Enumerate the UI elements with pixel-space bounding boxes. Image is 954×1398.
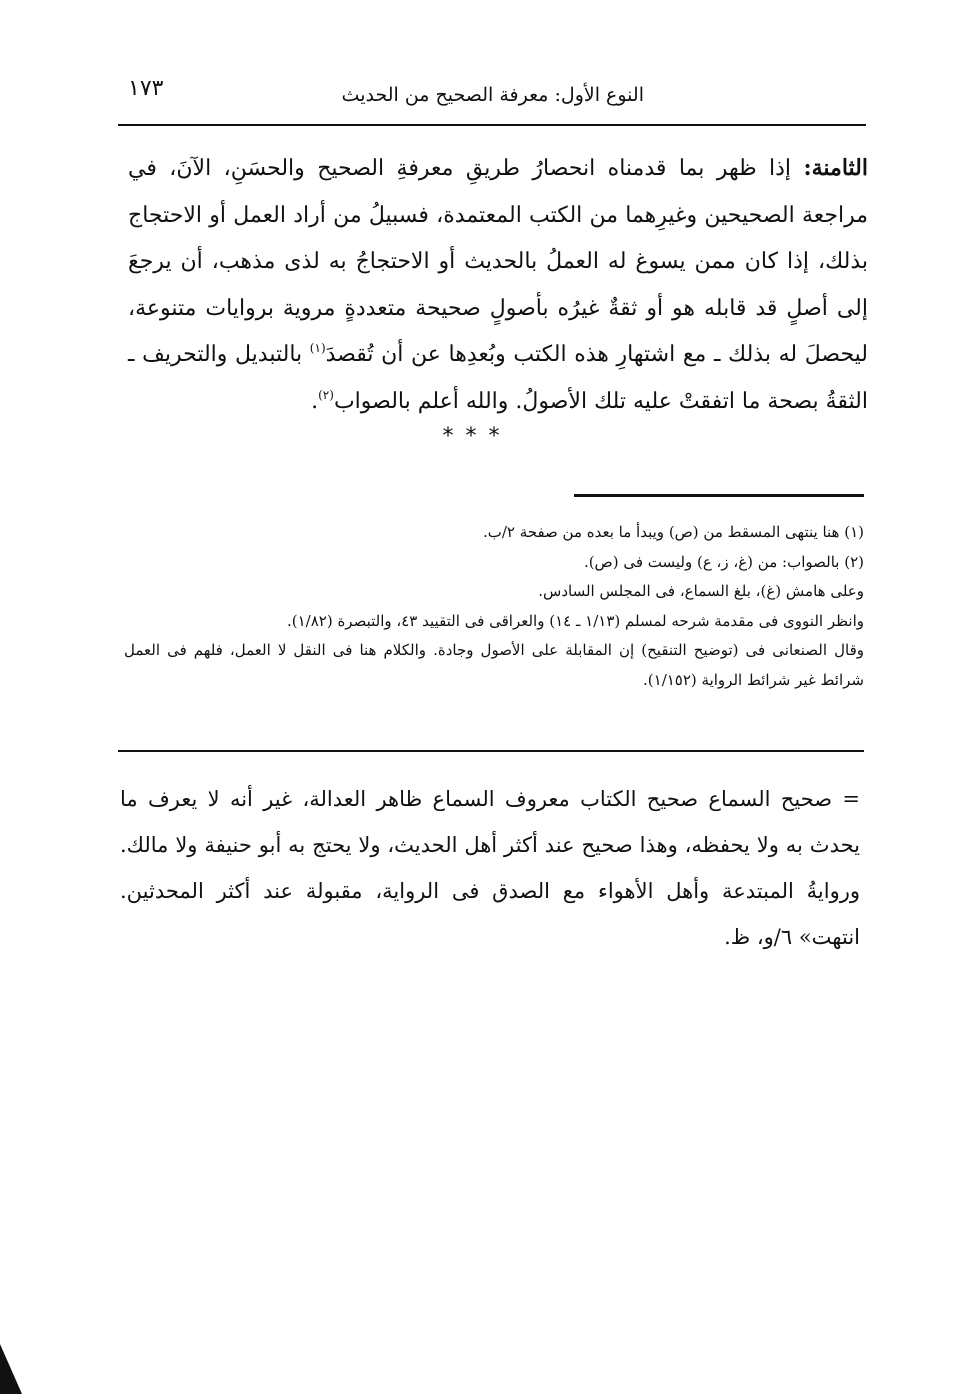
- page-number: ١٧٣: [128, 76, 164, 101]
- footnote-ref-1: (١): [309, 341, 326, 355]
- footnotes: [124, 518, 864, 695]
- continued-footnote-text: = صحيح السماع صحيح الكتاب معروف السماع ظاهر العدالة، غير أنه لا يعرف ما يحدث به ولا يحفظه، وهذا صحيح عند أكثر أهل الحديث، ولا يحتج به أبو حنيفة ولا مالك. وروايةُ المبتدعة وأهل الأهواء مع الصدق فى الرواية، مقبولة عند أكثر المحدثين. انتهت» ٦/و، ظ.: [120, 787, 860, 949]
- running-title: النوع الأول: معرفة الصحيح من الحديث: [341, 84, 644, 106]
- footnote-2-line-3: وانظر النووى فى مقدمة شرحه لمسلم (١/١٣ ـ ١٤) والعراقى فى التقييد ٤٣، والتبصرة (١/٨٢).: [286, 611, 864, 630]
- main-paragraph: [128, 145, 868, 425]
- lead-word: الثامنة:: [803, 155, 868, 181]
- header-rule: [118, 124, 866, 126]
- paragraph-text-part2: بالتبديل والتحريف ـ الثقةُ بصحة ما اتفقتْ عليه تلك الأصولُ. والله أعلم بالصواب: [128, 342, 868, 414]
- footnote-2-line-4: وقال الصنعانى فى (توضيح التنقيح) إن المقابلة على الأصول وجادة. والكلام هنا فى النقل لا العمل، فلهم فى العمل شرائط غير شرائط الرواية (١/١٥٢).: [124, 641, 864, 689]
- paragraph-end: .: [311, 388, 319, 414]
- footnote-ref-2: (٢): [318, 387, 334, 402]
- footnote-1: (١) هنا ينتهى المسقط من (ص) ويبدأ ما بعده من صفحة ٢/ب.: [482, 523, 864, 541]
- scan-corner-mark: [0, 1344, 22, 1394]
- section-separator-asterisks: ***: [442, 424, 512, 449]
- footnote-2-line-2: وعلى هامش (غ)، بلغ السماع، فى المجلس السادس.: [538, 582, 864, 600]
- footnote-2: (٢) بالصواب: من (غ، ز، ع) وليست فى (ص).: [583, 552, 864, 571]
- continuation-separator-rule: [118, 750, 864, 752]
- footnote-rule: [574, 494, 864, 497]
- paragraph-text-part1: إذا ظهر بما قدمناه انحصارُ طريقِ معرفةِ الصحيح والحسَنِ، الآنَ، في مراجعة الصحيحين وغيرِهما من الكتب المعتمدة، فسبيلُ من أراد العمل أو الاحتجاج بذلك، إذا كان ممن يسوغ له العملُ بالحديث أو الاحتجاجُ به لذى مذهب، أن يرجعَ إلى أصلٍ قد قابله هو أو ثقةٌ غيرُه بأصولٍ صحيحة متعددةٍ مروية بروايات متنوعة، ليحصلَ له بذلك ـ مع اشتهارِ هذه الكتب وبُعدِها عن أن تُقصدَ: [128, 156, 868, 367]
- page-header: [118, 74, 866, 124]
